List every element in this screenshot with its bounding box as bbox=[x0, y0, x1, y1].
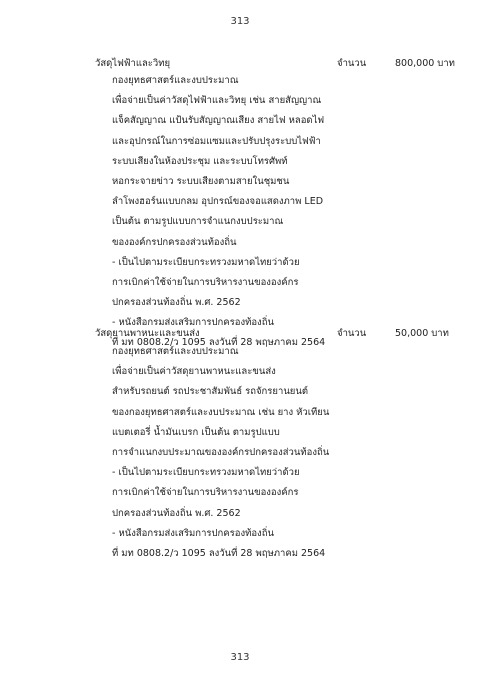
description-line: เพื่อจ่ายเป็นค่าวัสดุยานพาหนะและขนส่ง bbox=[112, 366, 276, 378]
description-line: ที่ มท 0808.2/ว 1095 ลงวันที่ 28 พฤษภาคม 2564 bbox=[112, 547, 326, 559]
description-line: การเบิกค่าใช้จ่ายในการบริหารงานขององค์กร bbox=[112, 276, 299, 288]
description-line: หอกระจายข่าว ระบบเสียงตามสายในชุมชน bbox=[112, 175, 290, 187]
item-amount: 50,000 บาท bbox=[395, 328, 449, 339]
item-unit-label: จำนวน bbox=[337, 58, 367, 69]
description-line: - เป็นไปตามระเบียบกระทรวงมหาดไทยว่าด้วย bbox=[112, 256, 300, 268]
description-line: ลำโพงฮอร์นแบบกลม อุปกรณ์ของจอแสดงภาพ LED bbox=[112, 196, 324, 208]
item-unit-label: จำนวน bbox=[337, 328, 367, 339]
description-line: ของกองยุทธศาสตร์และงบประมาณ เช่น ยาง หัวเทียน bbox=[112, 406, 330, 418]
description-line: ระบบเสียงในห้องประชุม และระบบโทรศัพท์ bbox=[112, 155, 288, 167]
description-line: สำหรับรถยนต์ รถประชาสัมพันธ์ รถจักรยานยนต์ bbox=[112, 386, 309, 398]
item-amount: 800,000 บาท bbox=[395, 58, 455, 69]
item-description bbox=[112, 74, 442, 357]
description-line: กองยุทธศาสตร์และงบประมาณ bbox=[112, 346, 239, 357]
description-line: การเบิกค่าใช้จ่ายในการบริหารงานขององค์กร bbox=[112, 487, 299, 499]
item-title: วัสดุไฟฟ้าและวิทยุ bbox=[95, 58, 171, 69]
budget-item-header bbox=[95, 56, 455, 70]
description-line: และอุปกรณ์ในการซ่อมแซมและปรับปรุงระบบไฟฟ้า bbox=[112, 135, 321, 147]
description-line: ปกครองส่วนท้องถิ่น พ.ศ. 2562 bbox=[112, 507, 241, 519]
page-number-top: 313 bbox=[230, 16, 250, 27]
description-line: เป็นต้น ตามรูปแบบการจำแนกงบประมาณ bbox=[112, 216, 284, 228]
description-line: ปกครองส่วนท้องถิ่น พ.ศ. 2562 bbox=[112, 297, 241, 309]
item-title: วัสดุยานพาหนะและขนส่ง bbox=[95, 328, 200, 339]
description-line: ที่ มท 0808.2/ว 1095 ลงวันที่ 28 พฤษภาคม 2564 bbox=[112, 337, 326, 349]
description-line: แบตเตอรี่ น้ำมันเบรก เป็นต้น ตามรูปแบบ bbox=[112, 426, 280, 438]
description-line: การจำแนกงบประมาณขององค์กรปกครองส่วนท้องถิ่น bbox=[112, 446, 330, 458]
item-description bbox=[112, 345, 442, 567]
description-line: เพื่อจ่ายเป็นค่าวัสดุไฟฟ้าและวิทยุ เช่น สายสัญญาณ bbox=[112, 95, 322, 107]
description-line: - เป็นไปตามระเบียบกระทรวงมหาดไทยว่าด้วย bbox=[112, 467, 300, 479]
description-line: ขององค์กรปกครองส่วนท้องถิ่น bbox=[112, 236, 237, 248]
page-number-bottom: 313 bbox=[230, 652, 250, 663]
description-line: แจ็คสัญญาณ แป้นรับสัญญาณเสียง สายไฟ หลอดไฟ bbox=[112, 115, 325, 127]
description-line: - หนังสือกรมส่งเสริมการปกครองท้องถิ่น bbox=[112, 317, 274, 329]
description-line: กองยุทธศาสตร์และงบประมาณ bbox=[112, 75, 239, 86]
budget-item-header bbox=[95, 326, 455, 340]
description-line: - หนังสือกรมส่งเสริมการปกครองท้องถิ่น bbox=[112, 527, 274, 539]
